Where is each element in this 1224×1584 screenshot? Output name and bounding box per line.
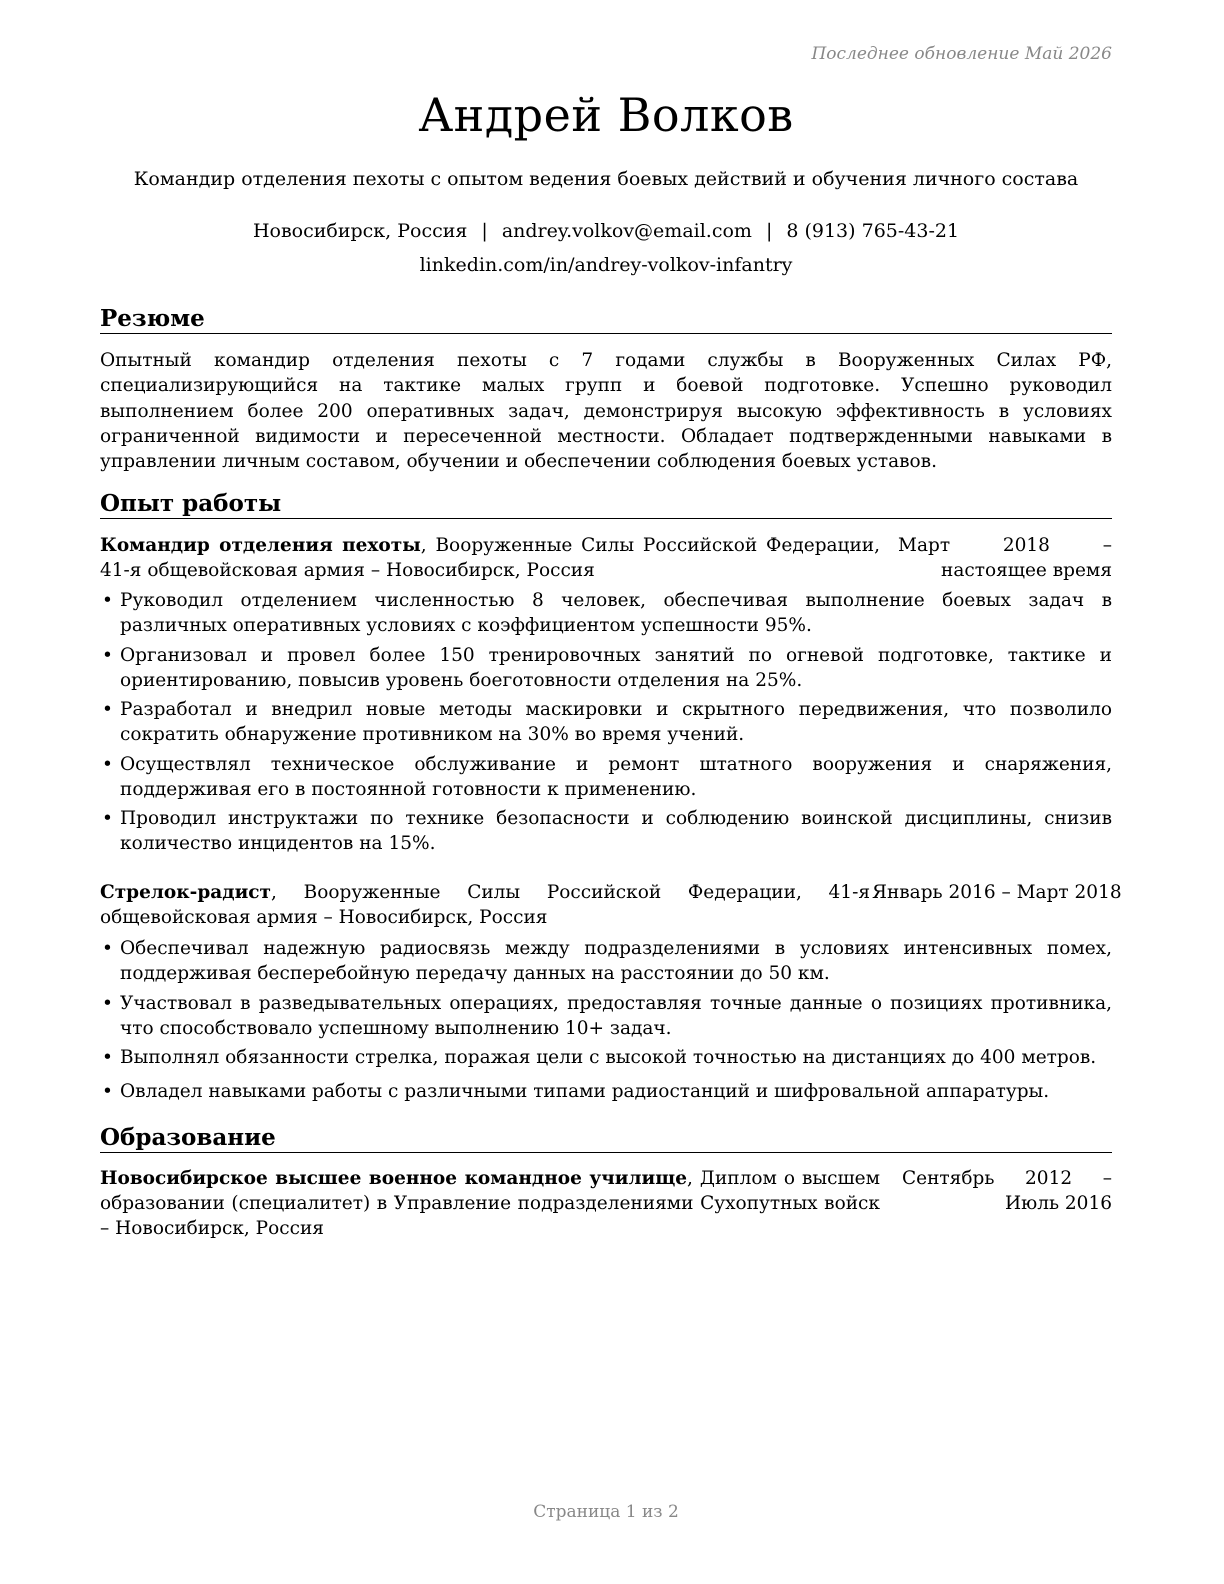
- job-org: , Вооруженные Силы Российской Федерации, 41-я общевойсковая армия – Новосибирск, Россия: [100, 882, 870, 928]
- job-bullets: [100, 588, 1112, 861]
- education-dates: Сентябрь 2012 – Июль 2016: [902, 1168, 1112, 1214]
- list-item: • Овладел навыками работы с различными типами радиостанций и шифровальной аппаратуры.: [100, 1079, 1112, 1104]
- list-item: • Организовал и провел более 150 тренировочных занятий по огневой подготовке, тактике и ориентированию, повысив уровень боеготовности отделения на 25%.: [100, 643, 1112, 693]
- page-number: Страница 1 из 2: [533, 1502, 679, 1522]
- section-title-summary: Резюме: [100, 305, 1112, 334]
- section-title-experience: Опыт работы: [100, 490, 1112, 519]
- job-role: Командир отделения пехоты: [100, 535, 421, 556]
- job-dates: Март 2018 – настоящее время: [898, 535, 1112, 581]
- linkedin-link[interactable]: linkedin.com/in/andrey-volkov-infantry: [419, 254, 793, 276]
- phone: 8 (913) 765-43-21: [786, 220, 960, 242]
- job-header: [100, 880, 1122, 930]
- school-name: Новосибирское высшее военное командное училище: [100, 1168, 688, 1189]
- separator: |: [765, 220, 773, 242]
- list-item: • Выполнял обязанности стрелка, поражая цели с высокой точностью на дистанциях до 400 метров.: [100, 1045, 1112, 1070]
- candidate-name: Андрей Волков: [418, 88, 794, 142]
- list-item: • Руководил отделением численностью 8 человек, обеспечивая выполнение боевых задач в различных оперативных условиях с коэффициентом успешности 95%.: [100, 588, 1112, 638]
- last-updated: Последнее обновление Май 2026: [811, 44, 1112, 64]
- job-org: , Вооруженные Силы Российской Федерации, 41-я общевойсковая армия – Новосибирск, Россия: [100, 535, 880, 581]
- job-title-line: [100, 880, 870, 930]
- degree-details: , Диплом о высшем образовании (специалитет) в Управление подразделениями Сухопутных войск – Новосибирск, Россия: [100, 1168, 881, 1239]
- job-bullets: [100, 936, 1112, 1109]
- resume-page: [100, 0, 1122, 1584]
- job-dates: Январь 2016 – Март 2018: [872, 882, 1122, 903]
- education-entry: [100, 1166, 1112, 1241]
- location: Новосибирск, Россия: [252, 220, 468, 242]
- contact-line: [100, 220, 1112, 242]
- education-line: [100, 1166, 880, 1241]
- section-title-education: Образование: [100, 1124, 1112, 1153]
- email-link[interactable]: andrey.volkov@email.com: [501, 220, 752, 242]
- separator: |: [481, 220, 488, 242]
- job-role: Стрелок-радист: [100, 882, 272, 903]
- list-item: • Обеспечивал надежную радиосвязь между подразделениями в условиях интенсивных помех, поддерживая бесперебойную передачу данных на расстоянии до 50 км.: [100, 936, 1112, 986]
- list-item: • Осуществлял техническое обслуживание и ремонт штатного вооружения и снаряжения, поддерживая его в постоянной готовности к применению.: [100, 752, 1112, 802]
- list-item: • Разработал и внедрил новые методы маскировки и скрытного передвижения, что позволило сократить обнаружение противником на 30% во время учений.: [100, 697, 1112, 747]
- summary-text: Опытный командир отделения пехоты с 7 годами службы в Вооруженных Силах РФ, специализирующийся на тактике малых групп и боевой подготовке. Успешно руководил выполнением более 200 оперативных задач, демонстрируя высокую эффективность в условиях ограниченной видимости и пересеченной местности. Обладает подтвержденными навыками в управлении личным составом, обучении и обеспечении соблюдения боевых уставов.: [100, 350, 1112, 473]
- job-header: [100, 533, 1112, 583]
- list-item: • Участвовал в разведывательных операциях, предоставляя точные данные о позициях противника, что способствовало успешному выполнению 10+ задач.: [100, 991, 1112, 1041]
- list-item: • Проводил инструктажи по технике безопасности и соблюдению воинской дисциплины, снизив количество инцидентов на 15%.: [100, 806, 1112, 856]
- job-title-line: [100, 533, 880, 583]
- tagline: Командир отделения пехоты с опытом ведения боевых действий и обучения личного состава: [133, 168, 1079, 190]
